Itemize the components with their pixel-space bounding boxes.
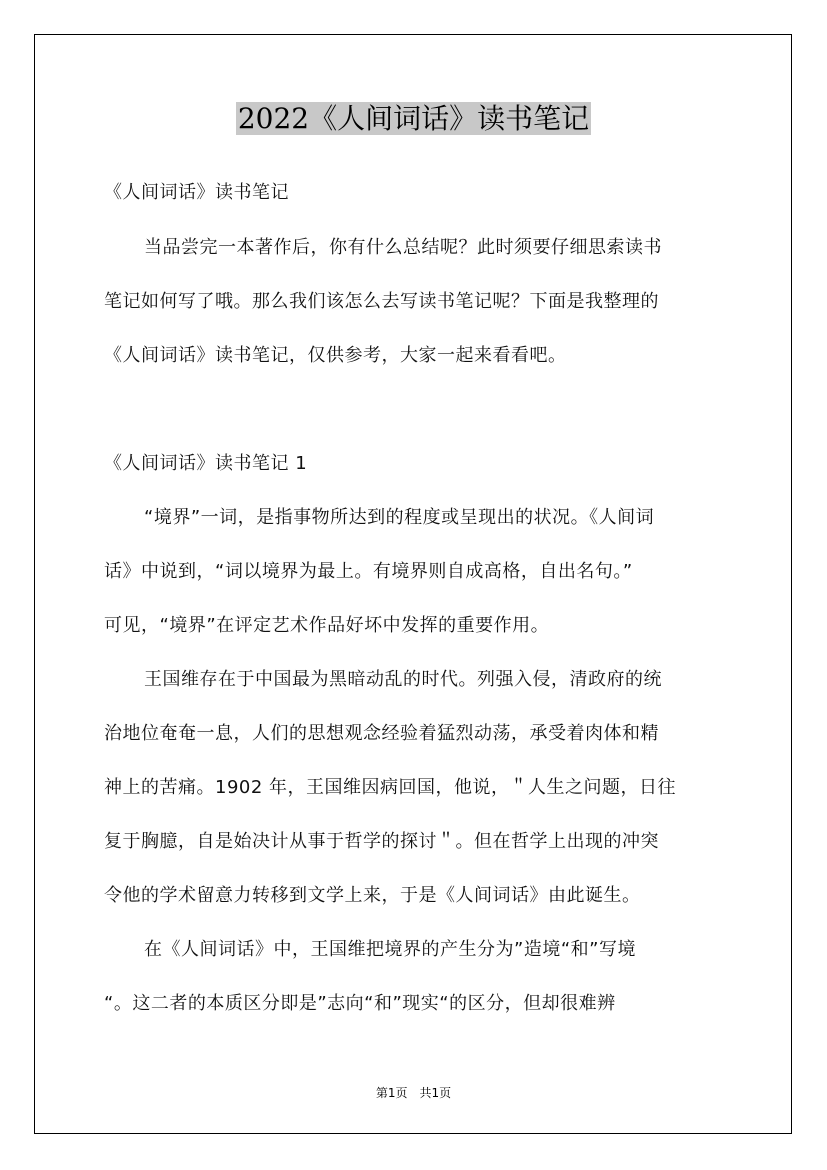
para1-line-2: 话》中说到，“词以境界为最上。有境界则自成高格，自出名句。” [104, 561, 633, 582]
para1-line-1: “境界”一词，是指事物所达到的程度或呈现出的状况。《人间词 [144, 507, 655, 528]
intro-line-3: 《人间词话》读书笔记，仅供参考，大家一起来看看吧。 [104, 345, 567, 366]
section-heading-1: 《人间词话》读书笔记 1 [104, 453, 308, 474]
para3-line-2: “。这二者的本质区分即是”志向“和”现实“的区分，但却很难辨 [104, 993, 616, 1014]
para3-line-1: 在《人间词话》中，王国维把境界的产生分为”造境“和”写境 [144, 939, 636, 960]
intro-line-2: 笔记如何写了哦。那么我们该怎么去写读书笔记呢？下面是我整理的 [104, 291, 659, 312]
para2-line-2: 治地位奄奄一息，人们的思想观念经验着猛烈动荡，承受着肉体和精 [104, 723, 659, 744]
para2-line-5: 令他的学术留意力转移到文学上来，于是《人间词话》由此诞生。 [104, 885, 641, 906]
para1-line-3: 可见，“境界”在评定艺术作品好坏中发挥的重要作用。 [104, 615, 550, 636]
document-title: 2022《人间词话》读书笔记 [237, 102, 590, 135]
section-heading: 《人间词话》读书笔记 [104, 182, 289, 203]
para2-line-1: 王国维存在于中国最为黑暗动乱的时代。列强入侵，清政府的统 [144, 669, 662, 690]
para2-line-3: 神上的苦痛。1902 年，王国维因病回国，他说，＂人生之问题，日往 [104, 777, 677, 798]
intro-line-1: 当品尝完一本著作后，你有什么总结呢？此时须要仔细思索读书 [144, 237, 662, 258]
para2-line-4: 复于胸臆，自是始决计从事于哲学的探讨＂。但在哲学上出现的冲突 [104, 831, 659, 852]
page-footer: 第1页 共1页 [375, 1086, 452, 1100]
